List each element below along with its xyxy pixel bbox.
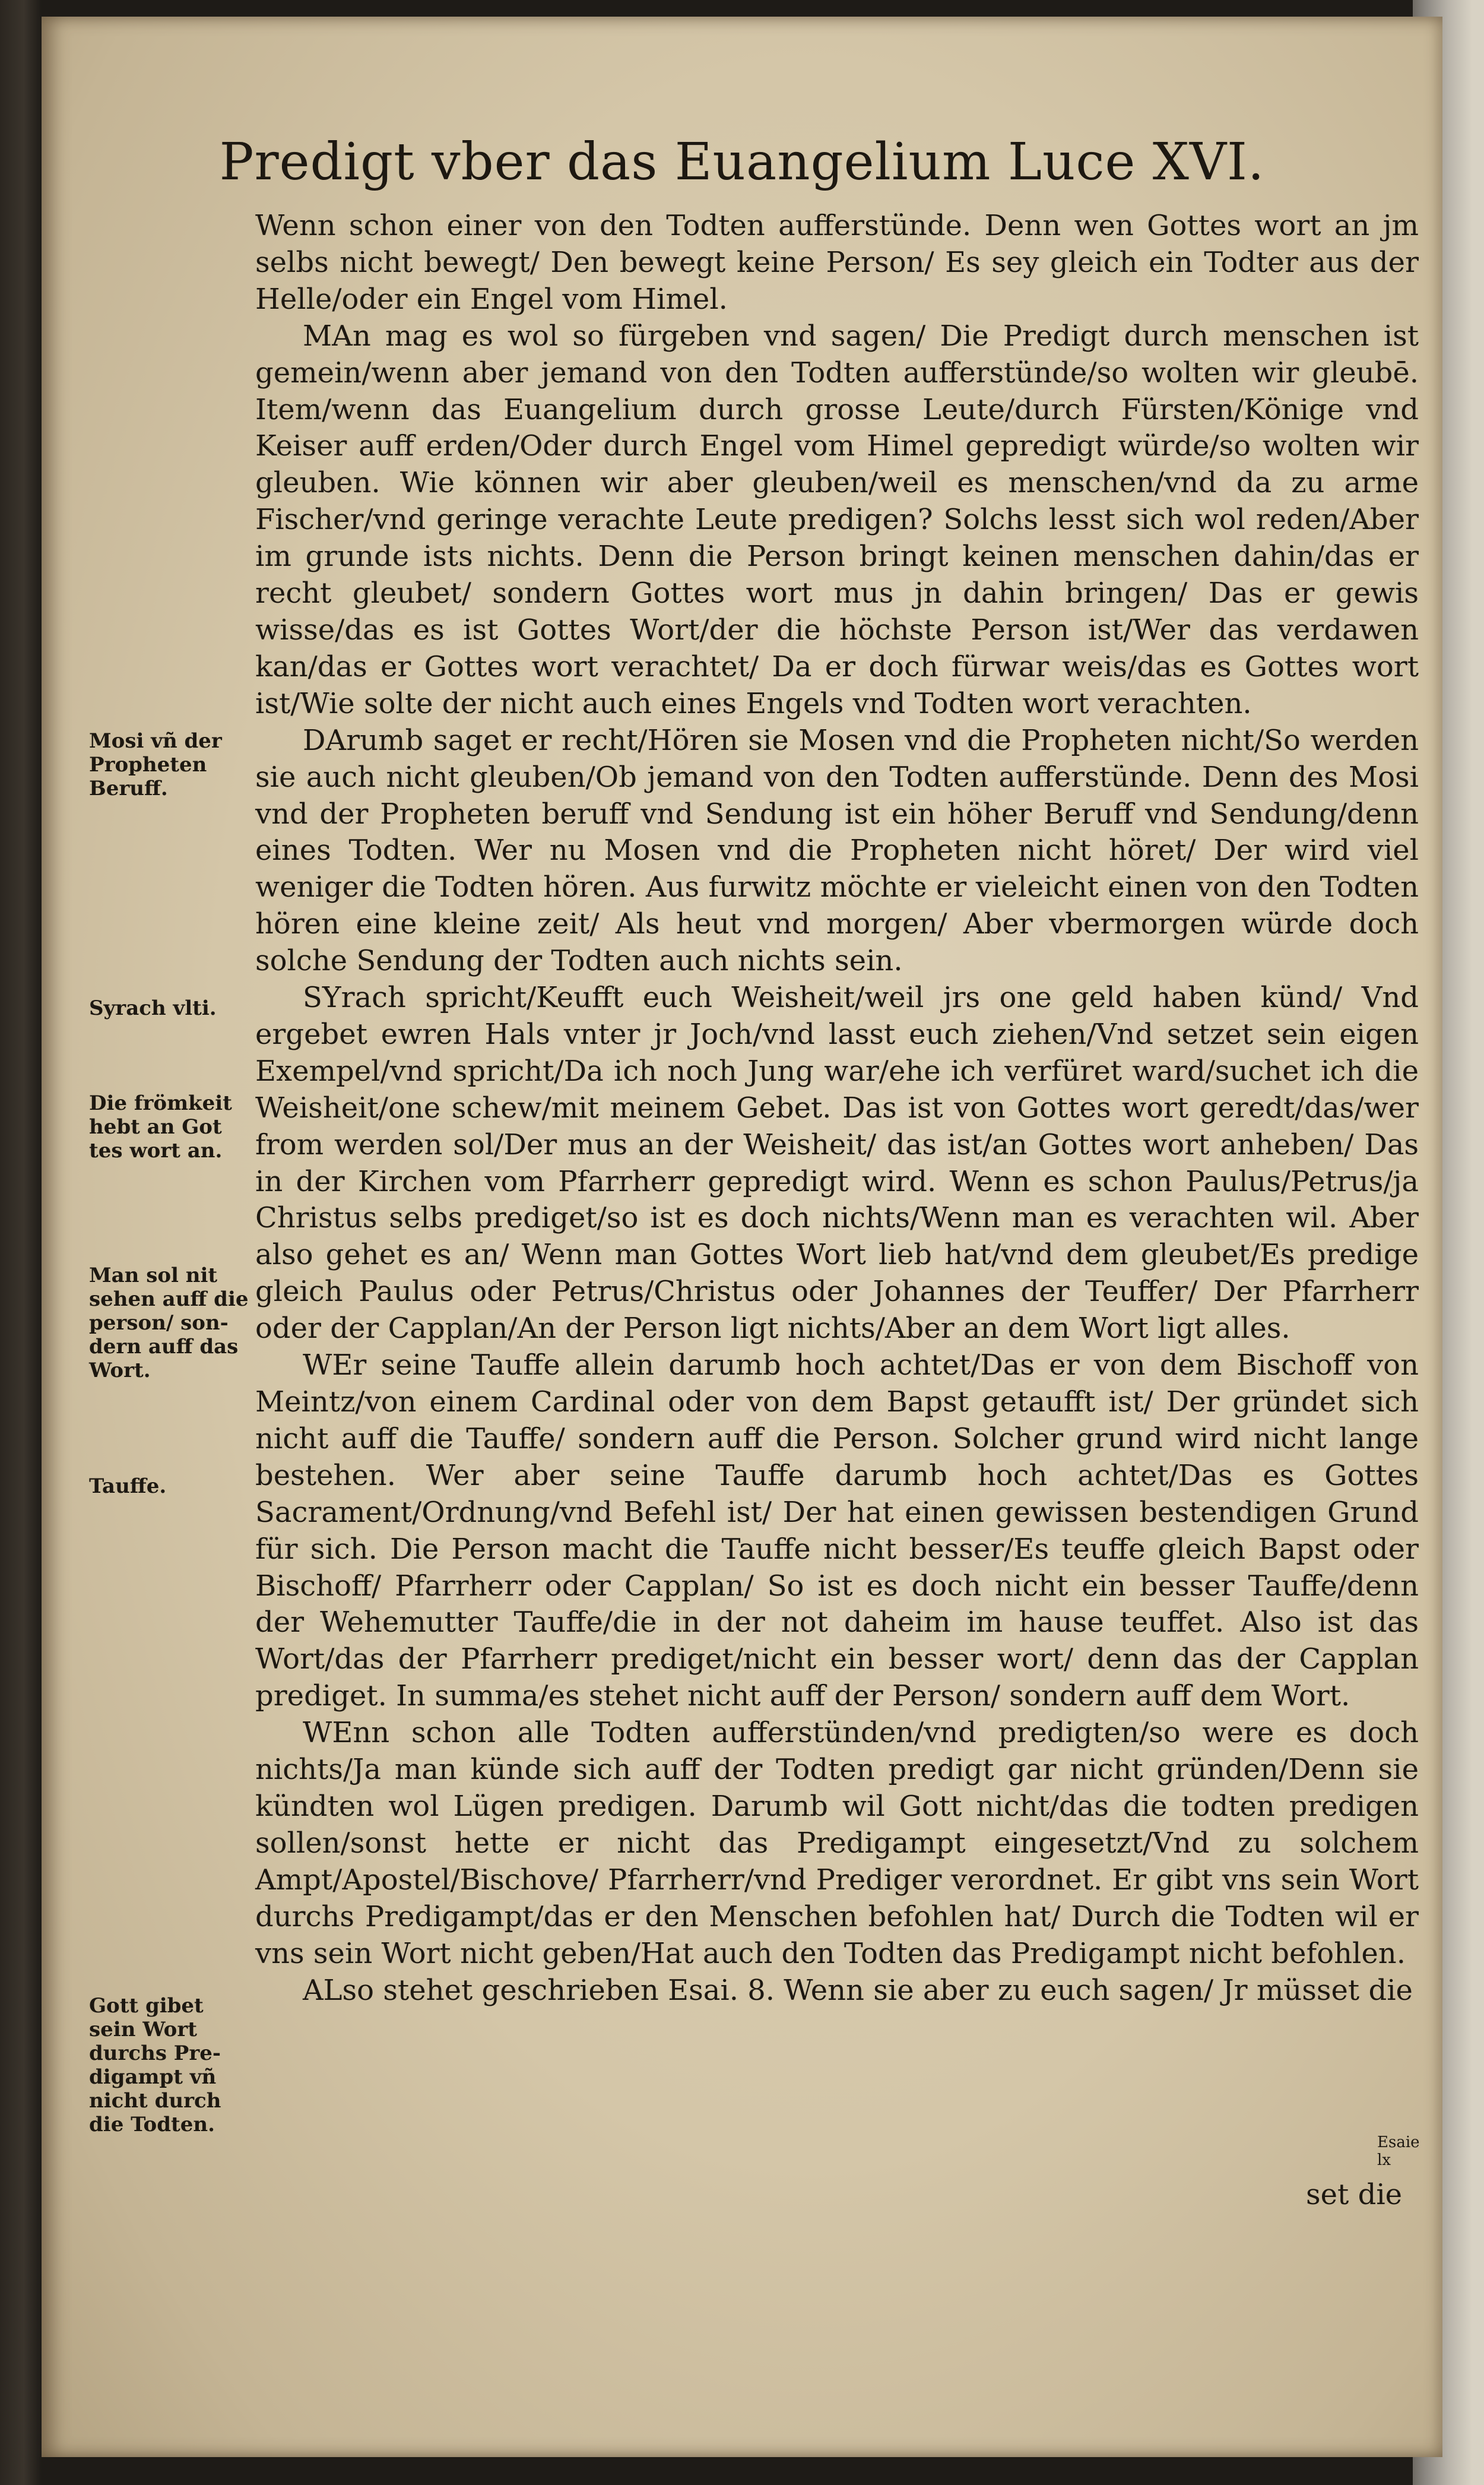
margin-note: Tauffe. xyxy=(89,1474,167,1498)
margin-note: Man sol nit sehen auff die person/ son- dern auff das Wort. xyxy=(89,1264,249,1382)
paragraph: WEr seine Tauffe allein darumb hoch achtet/Das er von dem Bischoff von Meintz/von einem Cardinal oder von dem Bapst getaufft ist/ Der gründet sich nicht auff die Tauffe/ sondern auff die Person. Solcher grund wird nicht lange bestehen. Wer aber seine Tauffe darumb hoch achtet/Das es Gottes Sacrament/Ordnung/vnd Befehl ist/ Der hat einen gewissen bestendigen Grund für sich. Die Person macht die Tauffe nicht besser/Es teuffe gleich Bapst oder Bischoff/ Pfarrherr oder Capplan/ So ist es doch nicht ein besser Tauffe/denn der Wehemutter Tauffe/die in der not daheim im hause teuffet. Also ist das Wort/das der Pfarrherr prediget/nicht ein besser wort/ denn das der Capplan prediget. In summa/es stehet nicht auff der Person/ sondern auff dem Wort. xyxy=(255,1348,1419,1713)
paragraph: MAn mag es wol so fürgeben vnd sagen/ Die Predigt durch menschen ist gemein/wenn aber jemand von den Todten aufferstünde/so wolten wir gleubē. Item/wenn das Euangelium durch grosse Leute/durch Fürsten/Könige vnd Keiser auff erden/Oder durch Engel vom Himel gepredigt würde/so wolten wir gleuben. Wie können wir aber gleuben/weil es menschen/vnd da zu arme Fischer/vnd geringe verachte Leute predigen? Solchs lesst sich wol reden/Aber im grunde ists nichts. Denn die Person bringt keinen menschen dahin/das er recht gleubet/ sondern Gottes wort mus jn dahin bringen/ Das er gewis wisse/das es ist Gottes Wort/der die höchste Person ist/Wer das verdawen kan/das er Gottes wort verachtet/ Da er doch fürwar weis/das es Gottes wort ist/Wie solte der nicht auch eines Engels vnd Todten wort verachten. xyxy=(255,319,1419,720)
edge-margin-note: Esaie lx xyxy=(1377,2133,1420,2169)
margin-note: Gott gibet sein Wort durchs Pre- digampt vñ nicht durch die Todten. xyxy=(89,1994,221,2136)
margin-note: Syrach vlti. xyxy=(89,996,217,1020)
paragraph: SYrach spricht/Keufft euch Weisheit/weil jrs one geld haben künd/ Vnd ergebet ewren Hals vnter jr Joch/vnd lasst euch ziehen/Vnd setzet sein eigen Exempel/vnd spricht/Da ich noch Jung war/ehe ich verfüret ward/suchet ich die Weisheit/one schew/mit meinem Gebet. Das ist von Gottes wort geredt/das/wer from werden sol/Der mus an der Weisheit/ das ist/an Gottes wort anheben/ Das in der Kirchen vom Pfarrherr gepredigt wird. Wenn es schon Paulus/Petrus/ja Christus selbs prediget/so ist es doch nichts/Wenn man es verachten wil. Aber also gehet es an/ Wenn man Gottes Wort lieb hat/vnd dem gleubet/Es predige gleich Paulus oder Petrus/Christus oder Johannes der Teuffer/ Der Pfarrherr oder der Capplan/An der Person ligt nichts/Aber an dem Wort ligt alles. xyxy=(255,981,1419,1346)
running-header: Predigt vber das Euangelium Luce XVI. xyxy=(219,132,1265,192)
margin-note: Mosi vñ der Propheten Beruff. xyxy=(89,729,222,800)
margin-note: Die frömkeit hebt an Got tes wort an. xyxy=(89,1091,232,1163)
paragraph: DArumb saget er recht/Hören sie Mosen vnd die Propheten nicht/So werden sie auch nicht gleuben/Ob jemand von den Todten aufferstünde. Denn des Mosi vnd der Propheten beruff vnd Sendung ist ein höher Beruff vnd Sendung/denn eines Todten. Wer nu Mosen vnd die Propheten nicht höret/ Der wird viel weniger die Todten hören. Aus furwitz möchte er vieleicht einen von den Todten hören eine kleine zeit/ Als heut vnd morgen/ Aber vbermorgen würde doch solche Sendung der Todten auch nichts sein. xyxy=(255,723,1419,978)
catchword: set die xyxy=(1306,2178,1403,2211)
book-page xyxy=(42,17,1442,2457)
paragraph: ALso stehet geschrieben Esai. 8. Wenn sie aber zu euch sagen/ Jr müsset die xyxy=(303,1973,1413,2007)
paragraph: Wenn schon einer von den Todten aufferstünde. Denn wen Gottes wort an jm selbs nicht bewegt/ Den bewegt keine Person/ Es sey gleich ein Todter aus der Helle/oder ein Engel vom Himel. xyxy=(255,209,1419,316)
paragraph: WEnn schon alle Todten aufferstünden/vnd predigten/so were es doch nichts/Ja man künde sich auff der Todten predigt gar nicht gründen/Denn sie kündten wol Lügen predigen. Darumb wil Gott nicht/das die todten predigen sollen/sonst hette er nicht das Predigampt eingesetzt/Vnd zu solchem Ampt/Apostel/Bischove/ Pfarrherr/vnd Prediger verordnet. Er gibt vns sein Wort durchs Predigampt/das er den Menschen befohlen hat/ Durch die Todten wil er vns sein Wort nicht geben/Hat auch den Todten das Predigampt nicht befohlen. xyxy=(255,1716,1419,1970)
body-text xyxy=(255,208,1419,2009)
